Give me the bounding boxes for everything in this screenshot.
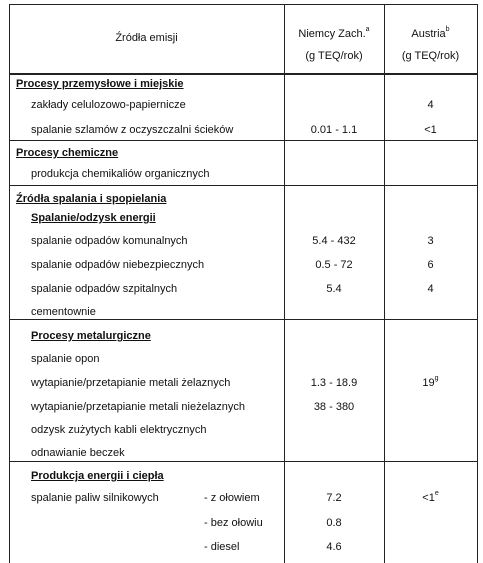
row-value-austria [384, 377, 477, 390]
header-austria-unit: (g TEQ/rok) [401, 50, 460, 62]
row-value-germany: 0.8 [326, 517, 342, 529]
row-value-austria: 4 [427, 99, 434, 111]
row-value-germany: 0.01 - 1.1 [310, 124, 358, 136]
table-left-border [9, 4, 10, 563]
header-germany-unit: (g TEQ/rok) [305, 50, 363, 62]
header-source: Źródła emisji [115, 32, 178, 44]
row-value-austria: <1 [424, 124, 437, 136]
row-separator [9, 319, 478, 320]
row-value-germany: 7.2 [326, 492, 342, 504]
row-value-austria [384, 492, 477, 505]
header-germany-label: Niemcy Zach. [298, 28, 366, 40]
footnote-g: g [434, 375, 439, 383]
row-label: spalanie odpadów szpitalnych [31, 283, 178, 295]
row-value-germany: 1.3 - 18.9 [310, 377, 358, 389]
footnote-b: b [445, 26, 450, 34]
row-label: zakłady celulozowo-papiernicze [31, 99, 186, 111]
row-label: wytapianie/przetapianie metali nieżelaznych [31, 401, 246, 413]
subsection-title: Spalanie/odzysk energii [31, 212, 156, 224]
table-top-border [9, 4, 478, 5]
row-label: spalanie paliw silnikowych [31, 492, 159, 504]
row-value-germany: 38 - 380 [313, 401, 355, 413]
section-title: Źródła spalania i spopielania [16, 193, 167, 205]
subsection-title: Produkcja energii i ciepła [31, 470, 164, 482]
value-text: <1 [422, 492, 435, 504]
row-sublabel: - diesel [204, 541, 240, 553]
row-value-germany: 4.6 [326, 541, 342, 553]
row-label: spalanie odpadów komunalnych [31, 235, 188, 247]
value-text: 19 [422, 377, 435, 389]
row-label: odzysk zużytych kabli elektrycznych [31, 424, 207, 436]
row-value-austria: 6 [427, 259, 434, 271]
row-label: spalanie opon [31, 353, 100, 365]
header-austria [384, 28, 477, 41]
row-value-germany: 5.4 - 432 [312, 235, 356, 247]
row-label: produkcja chemikaliów organicznych [31, 168, 210, 180]
row-value-germany: 5.4 [326, 283, 342, 295]
row-sublabel: - bez ołowiu [204, 517, 263, 529]
row-label: spalanie szlamów z oczyszczalni ścieków [31, 124, 234, 136]
row-value-austria: 4 [427, 283, 434, 295]
header-germany [284, 28, 384, 41]
table-right-border [477, 4, 478, 563]
row-label: cementownie [31, 306, 96, 318]
row-separator [9, 140, 478, 141]
subsection-title: Procesy metalurgiczne [31, 330, 151, 342]
row-separator [9, 461, 478, 462]
footnote-e: e [434, 490, 439, 498]
header-bottom-line [9, 73, 478, 75]
section-title: Procesy chemiczne [16, 147, 119, 159]
row-value-austria: 3 [427, 235, 434, 247]
header-austria-label: Austria [411, 28, 446, 40]
row-sublabel: - z ołowiem [204, 492, 260, 504]
section-title: Procesy przemysłowe i miejskie [16, 78, 184, 90]
row-value-germany: 0.5 - 72 [315, 259, 353, 271]
row-label: spalanie odpadów niebezpiecznych [31, 259, 205, 271]
row-separator [9, 185, 478, 186]
row-label: odnawianie beczek [31, 447, 125, 459]
footnote-a: a [365, 26, 370, 34]
row-label: wytapianie/przetapianie metali żelaznych [31, 377, 231, 389]
